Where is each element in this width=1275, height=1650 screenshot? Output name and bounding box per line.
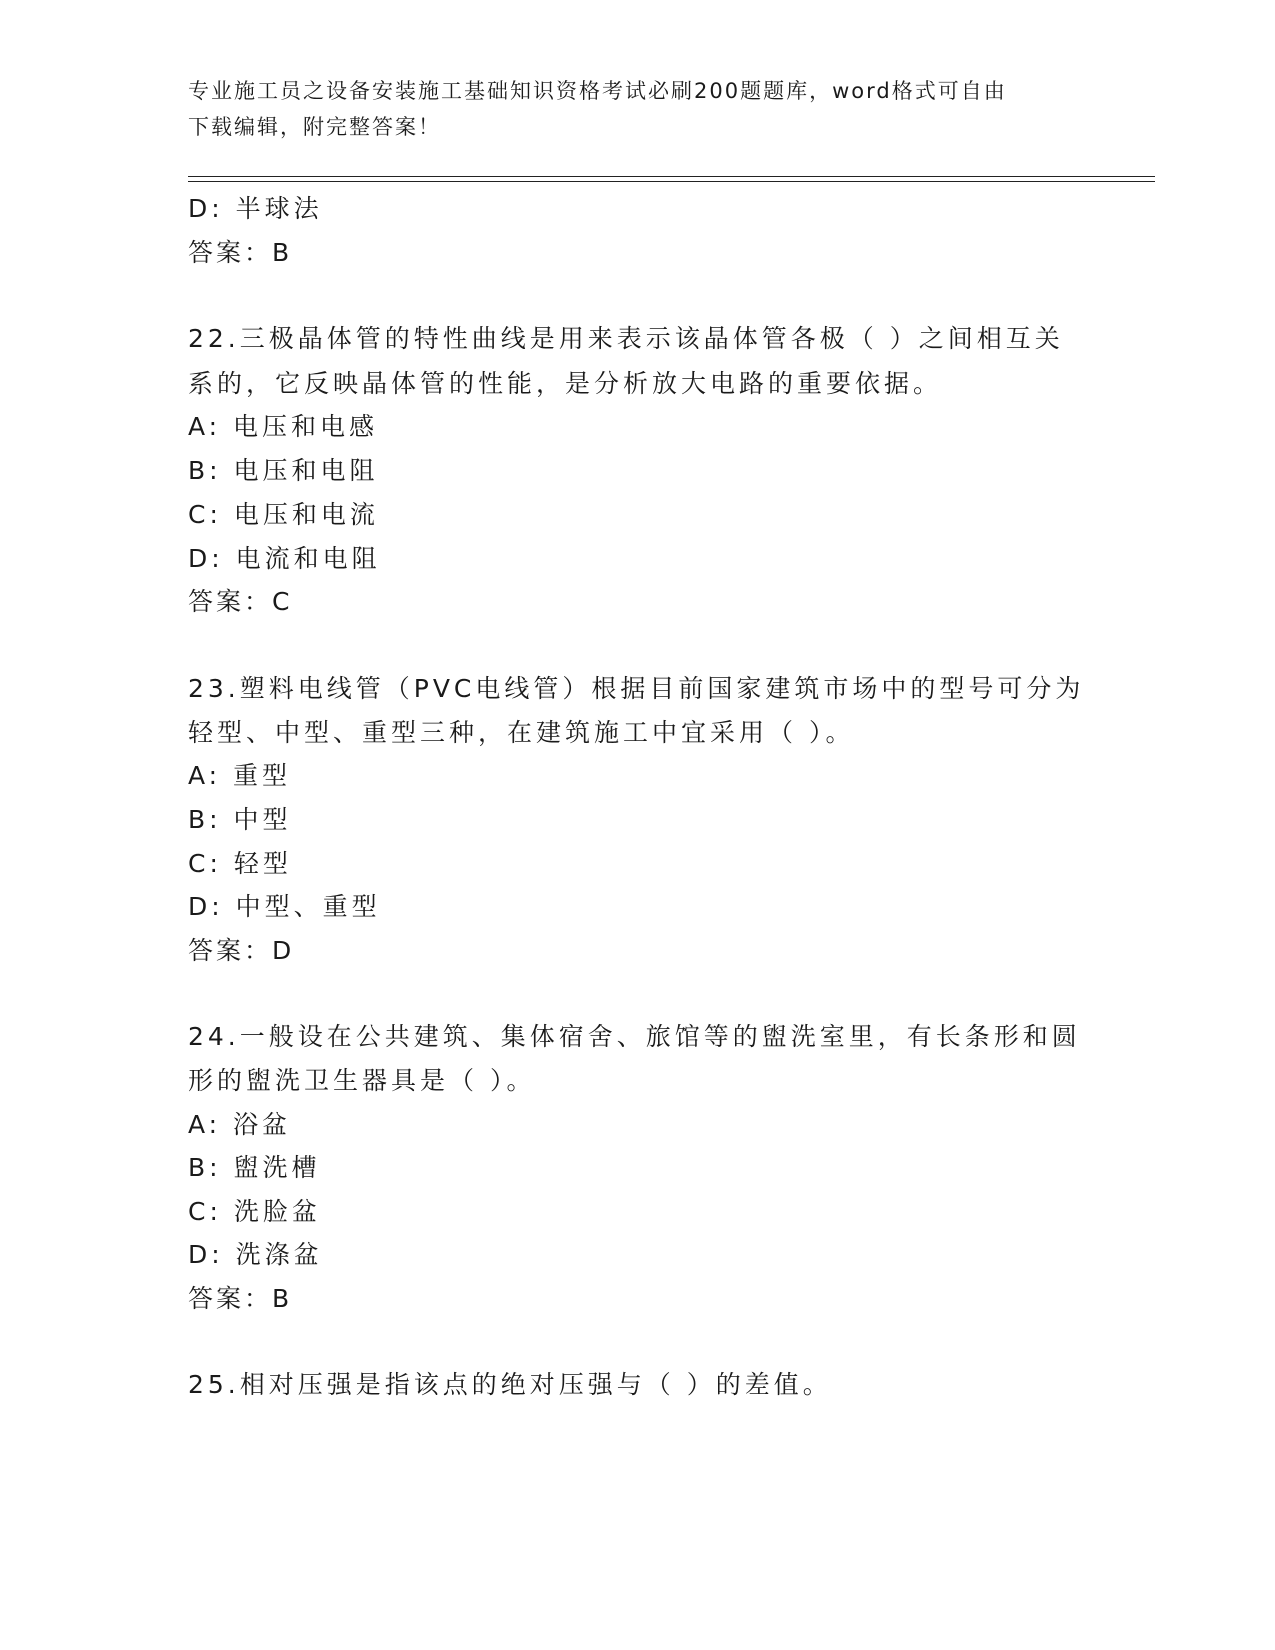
header-divider-bottom xyxy=(188,181,1155,182)
q25-stem-line-1: 25.相对压强是指该点的绝对压强与（ ）的差值。 xyxy=(188,1370,832,1399)
header-line-1: 专业施工员之设备安装施工基础知识资格考试必刷200题题库，word格式可自由 xyxy=(188,79,1007,103)
q23-option-a: A: 重型 xyxy=(188,761,292,790)
q24-option-c: C: 洗脸盆 xyxy=(188,1197,321,1226)
q23-stem-line-2: 轻型、中型、重型三种，在建筑施工中宜采用（ ）。 xyxy=(188,718,855,747)
q22-answer: 答案：C xyxy=(188,587,293,616)
q23-answer: 答案：D xyxy=(188,936,295,965)
q21-answer: 答案：B xyxy=(188,238,293,267)
q24-stem-line-2: 形的盥洗卫生器具是（ ）。 xyxy=(188,1066,536,1095)
q24-option-b: B: 盥洗槽 xyxy=(188,1153,321,1182)
q24-option-d: D: 洗涤盆 xyxy=(188,1240,323,1269)
q24-stem-line-1: 24.一般设在公共建筑、集体宿舍、旅馆等的盥洗室里，有长条形和圆 xyxy=(188,1022,1081,1051)
q21-option-d: D: 半球法 xyxy=(188,194,323,223)
q24-answer: 答案：B xyxy=(188,1284,293,1313)
q22-stem-line-1: 22.三极晶体管的特性曲线是用来表示该晶体管各极（ ）之间相互关 xyxy=(188,324,1064,353)
q22-option-a: A: 电压和电感 xyxy=(188,412,379,441)
q23-option-c: C: 轻型 xyxy=(188,849,292,878)
q23-stem-line-1: 23.塑料电线管（PVC电线管）根据目前国家建筑市场中的型号可分为 xyxy=(188,674,1085,703)
header-line-2: 下载编辑，附完整答案！ xyxy=(188,115,441,139)
q22-option-b: B: 电压和电阻 xyxy=(188,456,379,485)
q23-option-b: B: 中型 xyxy=(188,805,292,834)
q23-option-d: D: 中型、重型 xyxy=(188,892,381,921)
header-divider-top xyxy=(188,176,1155,177)
q24-option-a: A: 浴盆 xyxy=(188,1110,292,1139)
document-header xyxy=(188,73,1088,145)
q22-option-d: D: 电流和电阻 xyxy=(188,544,381,573)
q22-option-c: C: 电压和电流 xyxy=(188,500,379,529)
q22-stem-line-2: 系的，它反映晶体管的性能，是分析放大电路的重要依据。 xyxy=(188,369,943,398)
